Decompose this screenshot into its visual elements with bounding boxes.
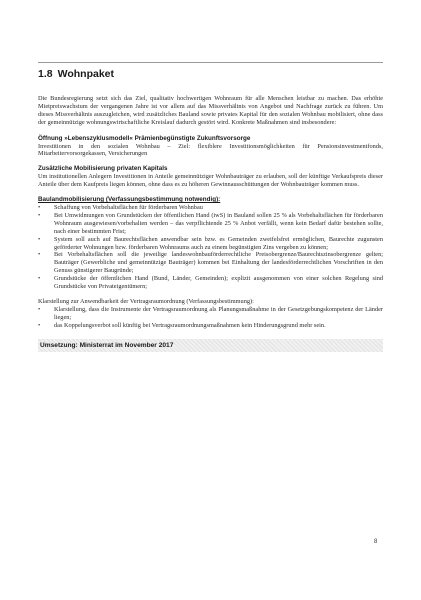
list-item: • System soll auch auf Baurechtsflächen anwendbar sein bzw. es Gemeinden zweifelsfrei ermöglichen, Baurechte zugunsten geförderter Wohnungen bzw. förderbaren Wohnraums auch zu einem begünstigten Zins vergeben zu können;	[38, 236, 383, 252]
section-number: 1.8	[38, 68, 53, 80]
list-item: • Schaffung von Vorbehaltsflächen für förderbaren Wohnbau	[38, 204, 383, 212]
section-rule	[38, 62, 383, 63]
list-item: • Klarstellung, dass die Instrumente der Vertragsraumordnung als Planungsmaßnahme in der Gesetzgebungskompetenz der Länder liegen;	[38, 306, 383, 322]
list-item: • Bei Umwidmungen von Grundstücken der öffentlichen Hand (iwS) in Bauland sollen 25 % als Vorbehaltsflächen für förderbaren Wohnraum ausgewiesen/vorbehalten werden – das verpflichtende 25 % Anbot verfällt, wenn kein Bedarf dafür bestehen sollte, nach einer bestimmten Frist;	[38, 212, 383, 236]
status-box: Umsetzung: Ministerrat im November 2017	[38, 339, 383, 352]
intro-paragraph: Die Bundesregierung setzt sich das Ziel, qualitativ hochwertigen Wohnraum für alle Menschen leistbar zu machen. Das erhöhte Mietpreiswachstum der vergangenen Jahre ist vor allem auf das Missverhältnis von Angebot und Nachfrage zurück zu führen. Um dieses Missverhältnis auszugleichen, wird zusätzliches Bauland sowie privates Kapital für den sozialen Wohnbau mobilisiert, ohne dass der gemeinnützige wohnungswirtschaftliche Kreislauf dadurch gestört wird. Konkrete Maßnahmen sind insbesondere:	[38, 95, 383, 126]
bauland-title: Baulandmobilisierung (Verfassungsbestimmung notwendig):	[38, 196, 221, 204]
measure-text: Um institutionellen Anlegern Investitionen in Anteile gemeinnütziger Wohnbauträger zu erlauben, soll der künftige Verkaufspreis dieser Anteile über dem Kaufpreis liegen können, ohne dass es zu höheren Gewinnausschüttungen der Wohnbauträger kommen muss.	[38, 173, 383, 189]
measure-text: Investitionen in den sozialen Wohnbau – Ziel: flexiblere Investitionsmöglichkeiten für Pensionsinvestmentfonds, Mitarbeitervorsorgekassen, Versicherungen	[38, 142, 383, 158]
section-content	[38, 62, 383, 352]
measure-title: Öffnung »Lebenszyklusmodell« Prämienbegünstigte Zukunftsvorsorge	[38, 134, 251, 142]
section-title: Wohnpaket	[57, 68, 115, 80]
list-item: • Grundstücke der öffentlichen Hand (Bund, Länder, Gemeinden); explizit ausgenommen von einer solchen Regelung sind Grundstücke von Privateigentümern;	[38, 275, 383, 291]
baulandmobilisierung-block	[38, 196, 383, 291]
list-item: • das Koppelungsverbot soll künftig bei Vertragsraumordnungsmaßnahmen kein Hinderungsgrund mehr sein.	[38, 322, 383, 330]
page-number: 8	[374, 539, 378, 545]
measure-title: Zusätzliche Mobilisierung privaten Kapitals	[38, 165, 168, 173]
bauland-list	[38, 204, 383, 291]
vertrag-title: Klarstellung zur Anwendbarkeit der Vertragsraumordnung (Verfassungsbestimmung):	[38, 297, 254, 305]
vertragsraumordnung-block	[38, 298, 383, 330]
section-heading	[38, 68, 383, 80]
measure-lebenszyklus	[38, 135, 383, 159]
list-item: • Bei Vorbehaltsflächen soll die jeweilige landeswohnbauförderrechtliche Preisobergrenze/Baurechtszinsobergrenze gelten; Bauträger (Gewerbliche und gemeinnützige Bauträger) kommen bei Einhaltung der landesförderrechtlichen Vorschriften in den Genuss günstigerer Baugründe;	[38, 251, 383, 275]
measure-privates-kapital	[38, 165, 383, 189]
vertrag-list	[38, 306, 383, 330]
